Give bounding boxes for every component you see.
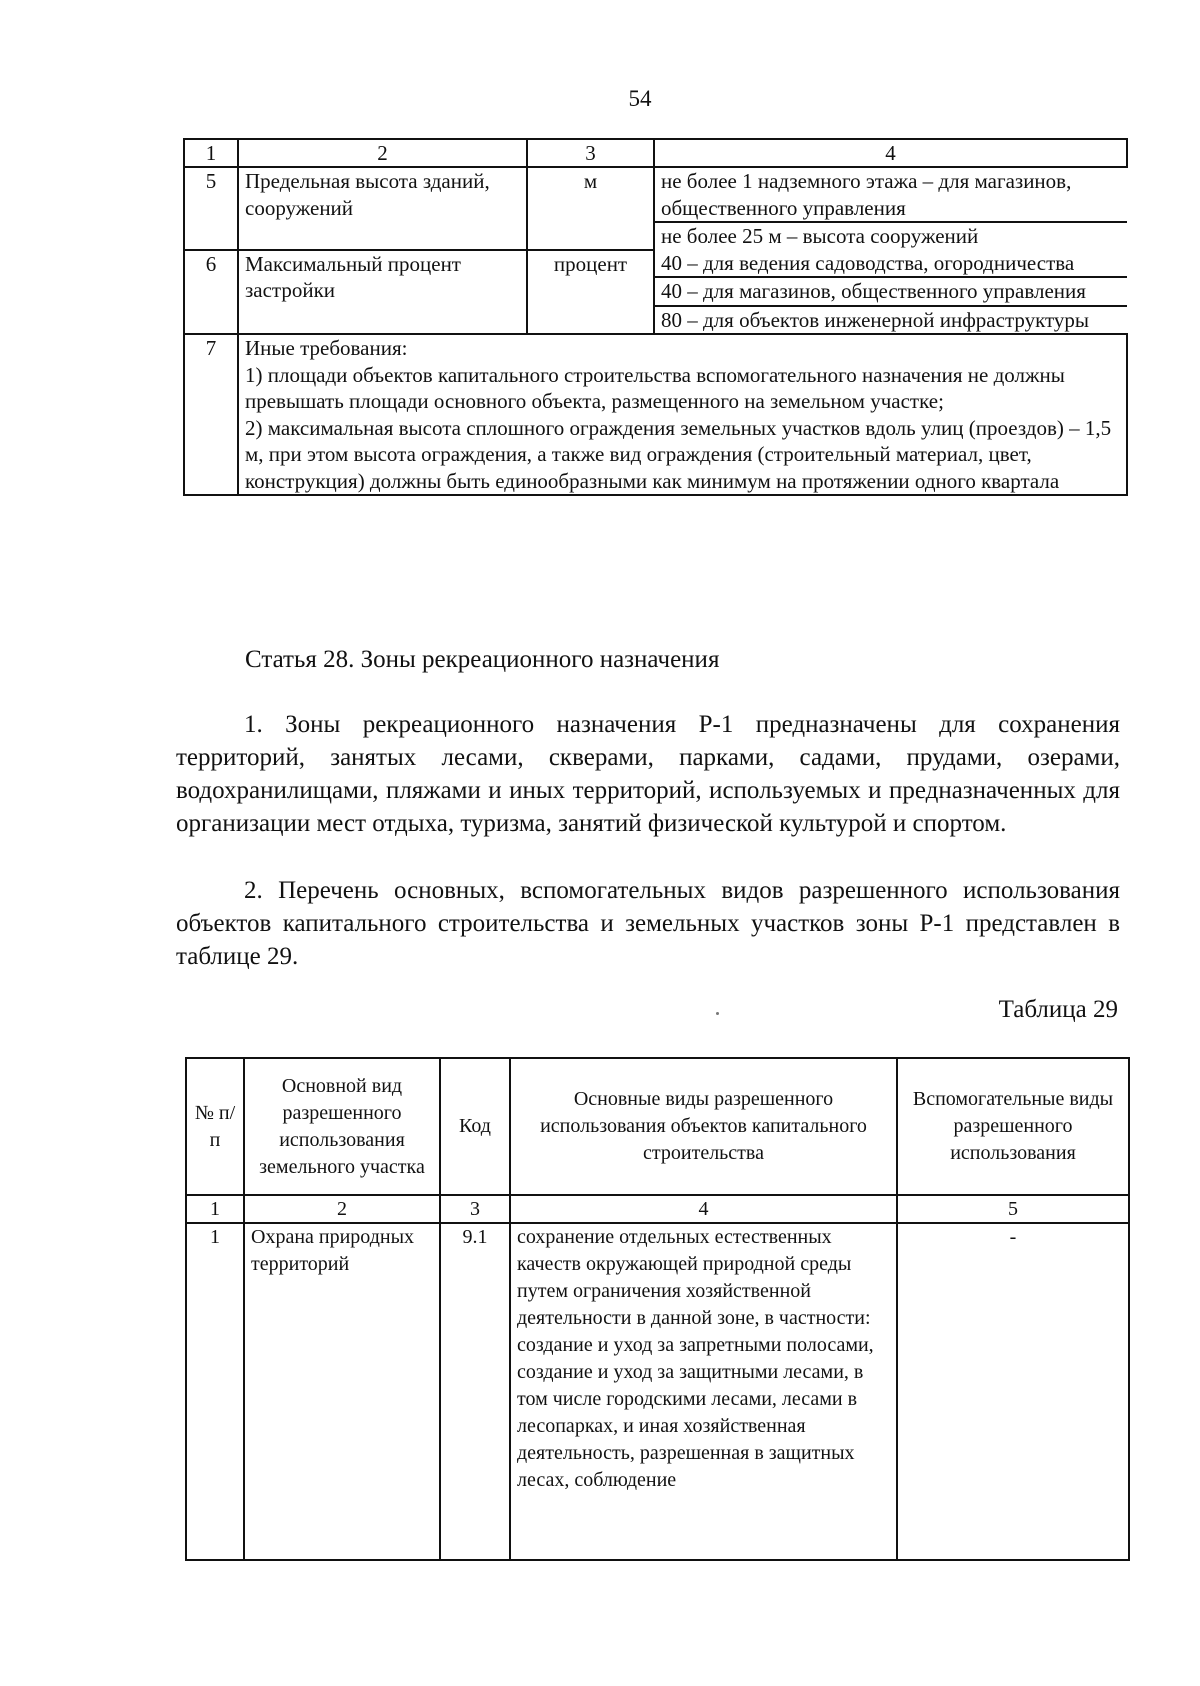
header-cell: Основной вид разрешенного использования земельного участка [244,1058,440,1195]
use-type: Охрана природных территорий [244,1223,440,1560]
row-number: 5 [184,167,238,250]
use-description: сохранение отдельных естественных качеств окружающей природной среды путем ограничения хозяйственной деятельности в данной зоне, в частности: создание и уход за запретными полосами, создание и уход за защитными лесами, в том числе городскими лесами, лесами в лесопарках, и иная хозяйственная деятельность, разрешенная в защитных лесах, соблюдение [510,1223,897,1560]
column-number: 2 [244,1195,440,1223]
table-row [184,167,1127,250]
other-requirements [238,334,1127,495]
header-cell: 1 [184,139,238,167]
value-cell: 80 – для объектов инженерной инфраструктуры [661,307,1090,332]
paragraph-2: 2. Перечень основных, вспомогательных видов разрешенного использования объектов капитального строительства и земельных участков зоны Р-1 представлен в таблице 29. [176,877,1120,970]
requirements-table-continued [183,138,1128,496]
row-number: 6 [184,250,238,335]
value-cell: 40 – для магазинов, общественного управления [655,277,1127,306]
header-cell: Основные виды разрешенного использования объектов капитального строительства [510,1058,897,1195]
header-cell: 3 [527,139,654,167]
paragraph-1: 1. Зоны рекреационного назначения Р-1 предназначены для сохранения территорий, занятых лесами, скверами, парками, садами, прудами, озерами, водохранилищами, пляжами и иных территорий, используемых и предназначенных для организации мест отдыха, туризма, занятий физической культурой и спортом. [176,711,1120,837]
value-cell-group [654,250,1127,335]
other-requirement-item: 1) площади объектов капитального строительства вспомогательного назначения не должны превышать площади основного объекта, размещенного на земельном участке; [245,362,1065,413]
header-cell: № п/п [186,1058,244,1195]
scan-speck [716,1012,719,1015]
auxiliary-uses: - [897,1223,1129,1560]
table-row [184,250,1127,335]
column-number: 5 [897,1195,1129,1223]
other-requirement-item: 2) максимальная высота сплошного ограждения земельных участков вдоль улиц (проездов) – 1,5 м, при этом высота ограждения, а также вид ограждения (строительный материал, цвет, конструкция) должны быть единообразными как минимум на протяжении одного квартала [245,415,1112,493]
column-number: 1 [186,1195,244,1223]
table-caption: Таблица 29 [998,996,1118,1023]
unit: м [527,167,654,250]
value-cell: не более 1 надземного этажа – для магазинов, общественного управления [655,168,1127,222]
table-header-row [186,1058,1129,1195]
header-cell: Код [440,1058,510,1195]
value-cell: не более 25 м – высота сооружений [661,224,979,248]
value-cell: 40 – для ведения садоводства, огородничества [655,250,1127,278]
parameter-name: Предельная высота зданий, сооружений [238,167,527,250]
page-number: 54 [628,86,652,111]
value-cell-group [654,167,1127,250]
table-header-row [184,139,1127,167]
column-number: 4 [510,1195,897,1223]
article-title: Статья 28. Зоны рекреационного назначения [245,646,720,673]
header-cell: 4 [654,139,1127,167]
table-row [186,1223,1129,1560]
row-number: 7 [184,334,238,495]
use-code: 9.1 [440,1223,510,1560]
header-cell: Вспомогательные виды разрешенного использования [897,1058,1129,1195]
header-cell: 2 [238,139,527,167]
table-row [184,334,1127,495]
unit: процент [527,250,654,335]
column-number: 3 [440,1195,510,1223]
row-number: 1 [186,1223,244,1560]
parameter-name: Максимальный процент застройки [238,250,527,335]
column-number-row [186,1195,1129,1223]
table-29 [185,1057,1130,1561]
other-requirements-heading: Иные требования: [245,336,408,360]
